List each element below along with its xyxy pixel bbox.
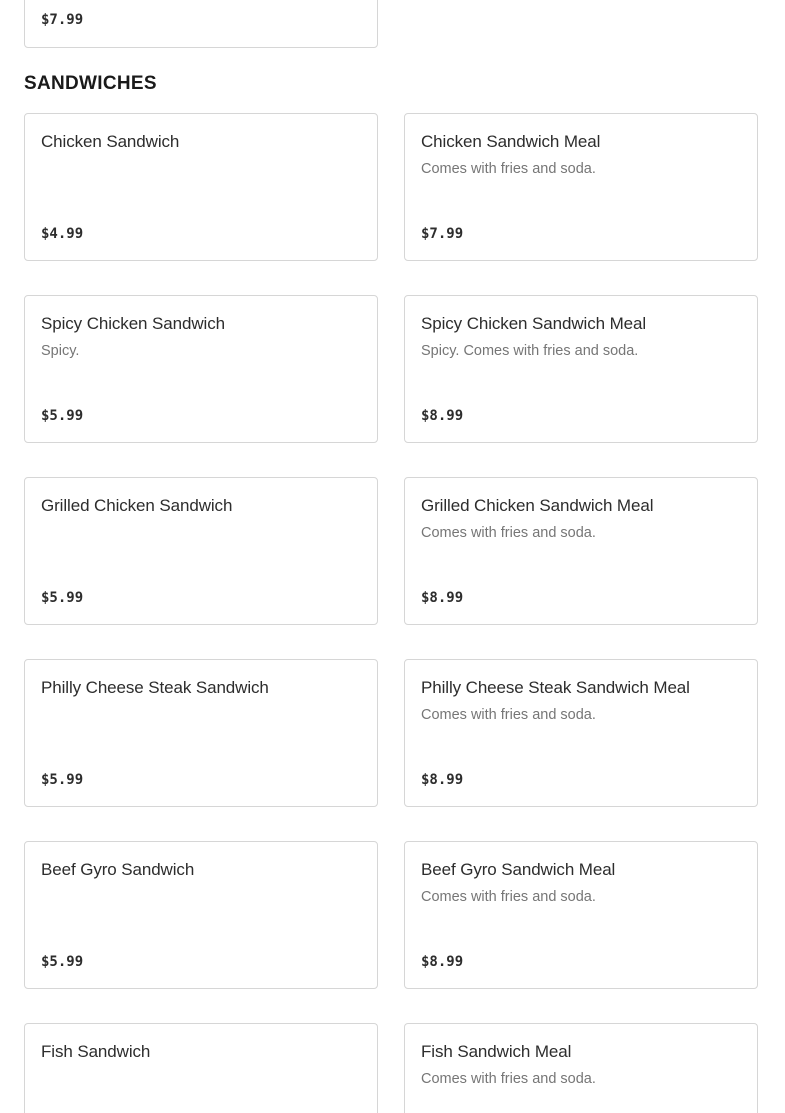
item-price: $5.99 — [41, 590, 84, 606]
item-description: Comes with fries and soda. — [421, 525, 596, 541]
item-name: Philly Cheese Steak Sandwich — [41, 678, 269, 697]
menu-item-card[interactable] — [404, 1023, 758, 1113]
item-price: $5.99 — [41, 408, 84, 424]
item-name: Beef Gyro Sandwich Meal — [421, 860, 616, 879]
item-price: $7.99 — [421, 226, 464, 242]
item-price: $5.99 — [41, 954, 84, 970]
item-description: Comes with fries and soda. — [421, 889, 596, 905]
item-name: Spicy Chicken Sandwich — [41, 314, 225, 333]
item-name: Grilled Chicken Sandwich — [41, 496, 233, 515]
item-description: Spicy. Comes with fries and soda. — [421, 343, 639, 359]
menu-item-card[interactable] — [404, 477, 758, 625]
menu-item-card[interactable] — [24, 295, 378, 443]
item-name: Philly Cheese Steak Sandwich Meal — [421, 678, 690, 697]
menu-item-card[interactable] — [24, 1023, 378, 1113]
item-price: $8.99 — [421, 772, 464, 788]
menu-item-card[interactable] — [404, 841, 758, 989]
menu-item-card[interactable] — [404, 659, 758, 807]
item-description: Comes with fries and soda. — [421, 161, 596, 177]
menu-item-card[interactable] — [24, 477, 378, 625]
section-title: SANDWICHES — [24, 73, 157, 94]
item-description: Comes with fries and soda. — [421, 707, 596, 723]
menu-item-card[interactable] — [404, 113, 758, 261]
item-price: $7.99 — [41, 12, 84, 28]
item-name: Fish Sandwich — [41, 1042, 151, 1061]
item-name: Chicken Sandwich Meal — [421, 132, 601, 151]
item-name: Grilled Chicken Sandwich Meal — [421, 496, 654, 515]
item-name: Chicken Sandwich — [41, 132, 180, 151]
item-price: $8.99 — [421, 590, 464, 606]
menu-item-card[interactable] — [24, 659, 378, 807]
menu-item-card[interactable] — [24, 841, 378, 989]
menu-item-card[interactable] — [24, 0, 378, 48]
item-price: $8.99 — [421, 954, 464, 970]
item-price: $8.99 — [421, 408, 464, 424]
menu-item-card[interactable] — [404, 295, 758, 443]
item-description: Spicy. — [41, 343, 80, 359]
item-price: $5.99 — [41, 772, 84, 788]
item-price: $4.99 — [41, 226, 84, 242]
item-description: Comes with fries and soda. — [421, 1071, 596, 1087]
item-name: Spicy Chicken Sandwich Meal — [421, 314, 647, 333]
item-name: Beef Gyro Sandwich — [41, 860, 195, 879]
menu-item-card[interactable] — [24, 113, 378, 261]
item-name: Fish Sandwich Meal — [421, 1042, 572, 1061]
